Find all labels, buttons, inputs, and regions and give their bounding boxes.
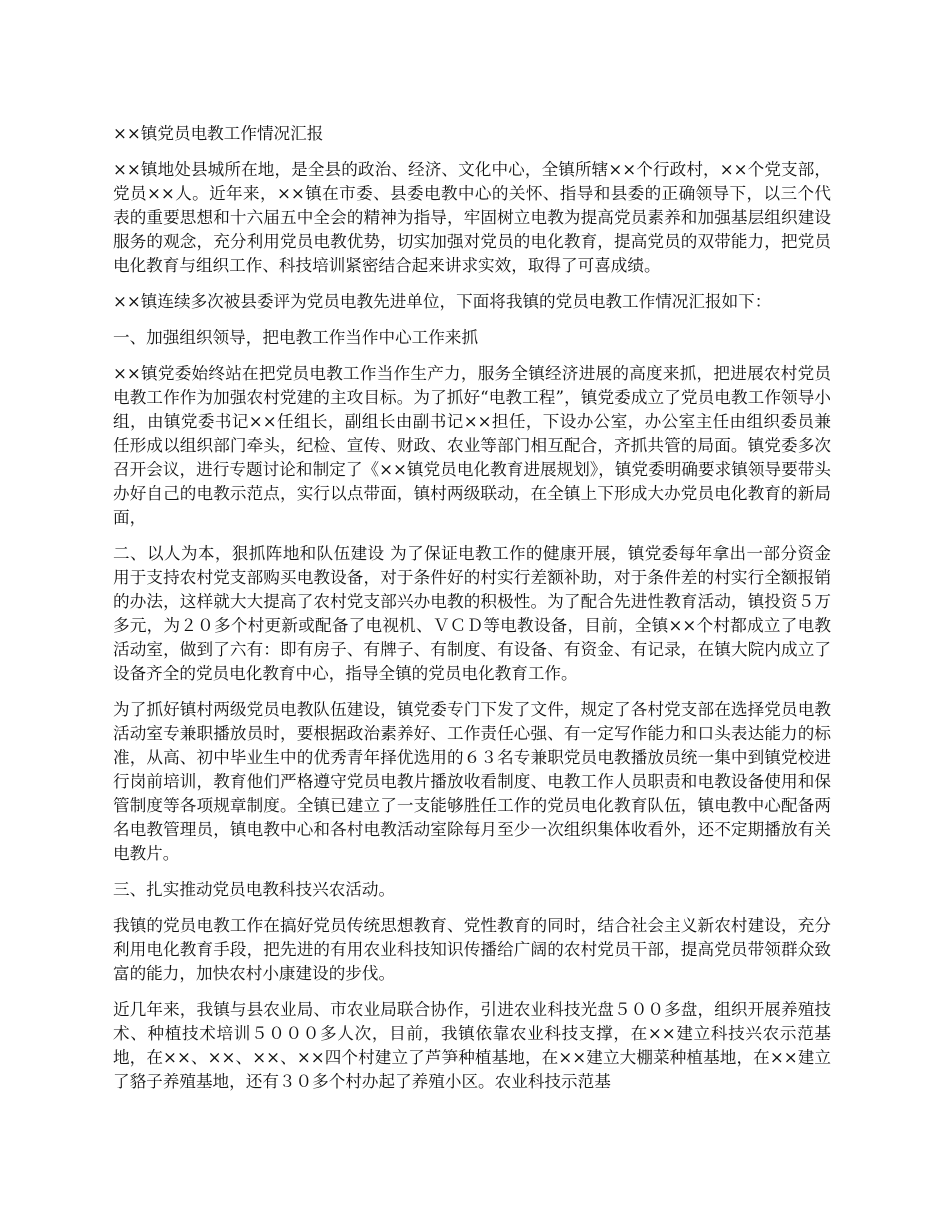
section-1-paragraph: ××镇党委始终站在把党员电教工作当作生产力，服务全镇经济进展的高度来抓，把进展农村党员电教工作作为加强农村党建的主攻目标。为了抓好“电教工程”，镇党委成立了党员电教工作领导小组，由镇党委书记××任组长，副组长由副书记××担任，下设办公室，办公室主任由组织委员兼任形成以组织部门牵头，纪检、宣传、财政、农业等部门相互配合，齐抓共管的局面。镇党委多次召开会议，进行专题讨论和制定了《××镇党员电化教育进展规划》，镇党委明确要求镇领导要带头办好自己的电教示范点，实行以点带面，镇村两级联动，在全镇上下形成大办党员电化教育的新局面， bbox=[113, 364, 831, 527]
intro-paragraph: ××镇地处县城所在地，是全县的政治、经济、文化中心，全镇所辖××个行政村，××个党支部，党员××人。近年来，××镇在市委、县委电教中心的关怀、指导和县委的正确领导下，以三个代表的重要思想和十六届五中全会的精神为指导，牢固树立电教为提高党员素养和加强基层组织建设服务的观念，充分利用党员电教优势，切实加强对党员的电化教育，提高党员的双带能力，把党员电化教育与组织工作、科技培训紧密结合起来讲求实效，取得了可喜成绩。 bbox=[113, 160, 831, 275]
summary-paragraph: ××镇连续多次被县委评为党员电教先进单位，下面将我镇的党员电教工作情况汇报如下： bbox=[113, 292, 772, 311]
section-2-paragraph: 二、以人为本，狠抓阵地和队伍建设 为了保证电教工作的健康开展，镇党委每年拿出一部分资金用于支持农村党支部购买电教设备，对于条件好的村实行差额补助，对于条件差的村实行全额报销的办法，这样就大大提高了农村党支部兴办电教的积极性。为了配合先进性教育活动，镇投资５万多元，为２０多个村更新或配备了电视机、ＶＣＤ等电教设备，目前，全镇××个村都成立了电教活动室，做到了六有：即有房子、有牌子、有制度、有设备、有资金、有记录，在镇大院内成立了设备齐全的党员电化教育中心，指导全镇的党员电化教育工作。 bbox=[113, 544, 831, 683]
section-heading-3: 三、扎实推动党员电教科技兴农活动。 bbox=[113, 880, 396, 899]
section-heading-1: 一、加强组织领导，把电教工作当作中心工作来抓 bbox=[113, 328, 479, 347]
document-page bbox=[113, 122, 831, 1106]
document-title: ××镇党员电教工作情况汇报 bbox=[113, 124, 324, 143]
section-3-paragraph: 我镇的党员电教工作在搞好党员传统思想教育、党性教育的同时，结合社会主义新农村建设，充分利用电化教育手段，把先进的有用农业科技知识传播给广阔的农村党员干部，提高党员带领群众致富的能力，加快农村小康建设的步伐。 bbox=[113, 916, 831, 983]
team-building-paragraph: 为了抓好镇村两级党员电教队伍建设，镇党委专门下发了文件，规定了各村党支部在选择党员电教活动室专兼职播放员时，要根据政治素养好、工作责任心强、有一定写作能力和口头表达能力的标准，从高、初中毕业生中的优秀青年择优选用的６３名专兼职党员电教播放员统一集中到镇党校进行岗前培训，教育他们严格遵守党员电教片播放收看制度、电教工作人员职责和电教设备使用和保管制度等各项规章制度。全镇已建立了一支能够胜任工作的党员电化教育队伍，镇电教中心配备两名电教管理员，镇电教中心和各村电教活动室除每月至少一次组织集体收看外，还不定期播放有关电教片。 bbox=[113, 700, 831, 863]
recent-years-paragraph: 近几年来，我镇与县农业局、市农业局联合协作，引进农业科技光盘５００多盘，组织开展养殖技术、种植技术培训５０００多人次，目前，我镇依靠农业科技支撑，在××建立科技兴农示范基地，在××、××、××、××四个村建立了芦笋种植基地，在××建立大棚菜种植基地，在××建立了貉子养殖基地，还有３０多个村办起了养殖小区。农业科技示范基 bbox=[113, 1000, 831, 1091]
